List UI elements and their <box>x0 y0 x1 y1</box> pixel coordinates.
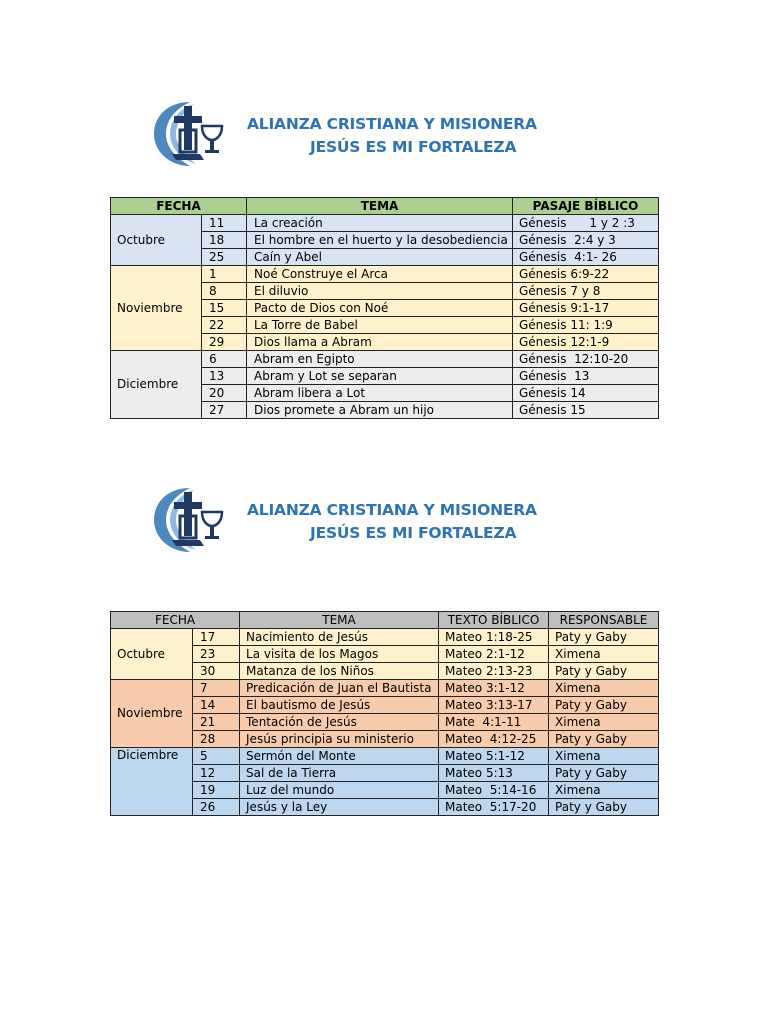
header-pasaje: PASAJE BÍBLICO <box>513 198 659 215</box>
texto-cell: Mateo 5:1-12 <box>439 748 549 765</box>
header-fecha: FECHA <box>111 612 240 629</box>
day-cell: 11 <box>202 215 247 232</box>
pasaje-cell: Génesis 14 <box>513 385 659 402</box>
header-block-1 <box>0 100 768 180</box>
day-cell: 27 <box>202 402 247 419</box>
responsable-cell: Paty y Gaby <box>549 765 659 782</box>
responsable-cell: Ximena <box>549 714 659 731</box>
table-row <box>111 697 659 714</box>
tema-cell: Jesús y la Ley <box>240 799 439 816</box>
table-row <box>111 731 659 748</box>
tema-cell: Sermón del Monte <box>240 748 439 765</box>
day-cell: 25 <box>202 249 247 266</box>
table-row <box>111 799 659 816</box>
day-cell: 6 <box>202 351 247 368</box>
table-row <box>111 629 659 646</box>
table-header-row <box>111 612 659 629</box>
day-cell: 30 <box>193 663 240 680</box>
texto-cell: Mateo 2:1-12 <box>439 646 549 663</box>
day-cell: 29 <box>202 334 247 351</box>
church-logo-icon <box>150 100 226 168</box>
tema-cell: Dios llama a Abram <box>247 334 513 351</box>
header-responsable: RESPONSABLE <box>549 612 659 629</box>
day-cell: 22 <box>202 317 247 334</box>
schedule-table-1 <box>110 197 659 419</box>
day-cell: 15 <box>202 300 247 317</box>
table-row <box>111 663 659 680</box>
texto-cell: Mateo 3:1-12 <box>439 680 549 697</box>
tema-cell: Abram y Lot se separan <box>247 368 513 385</box>
tema-cell: Matanza de los Niños <box>240 663 439 680</box>
pasaje-cell: Génesis 2:4 y 3 <box>513 232 659 249</box>
month-cell: Noviembre <box>111 680 193 748</box>
day-cell: 12 <box>193 765 240 782</box>
pasaje-cell: Génesis 1 y 2 :3 <box>513 215 659 232</box>
month-cell: Diciembre <box>111 351 202 419</box>
tema-cell: Nacimiento de Jesús <box>240 629 439 646</box>
responsable-cell: Ximena <box>549 680 659 697</box>
tema-cell: Pacto de Dios con Noé <box>247 300 513 317</box>
header-tema: TEMA <box>240 612 439 629</box>
table-row <box>111 680 659 697</box>
texto-cell: Mateo 2:13-23 <box>439 663 549 680</box>
tema-cell: La creación <box>247 215 513 232</box>
tema-cell: Abram libera a Lot <box>247 385 513 402</box>
pasaje-cell: Génesis 11: 1:9 <box>513 317 659 334</box>
texto-cell: Mate 4:1-11 <box>439 714 549 731</box>
month-cell: Diciembre <box>111 748 193 816</box>
day-cell: 19 <box>193 782 240 799</box>
tema-cell: Tentación de Jesús <box>240 714 439 731</box>
tema-cell: Abram en Egipto <box>247 351 513 368</box>
tema-cell: Sal de la Tierra <box>240 765 439 782</box>
org-name: ALIANZA CRISTIANA Y MISIONERA <box>247 501 537 519</box>
table-row <box>111 748 659 765</box>
tema-cell: El hombre en el huerto y la desobediencia <box>247 232 513 249</box>
church-name: JESÚS ES MI FORTALEZA <box>310 138 517 156</box>
day-cell: 7 <box>193 680 240 697</box>
table-row <box>111 765 659 782</box>
day-cell: 17 <box>193 629 240 646</box>
texto-cell: Mateo 4:12-25 <box>439 731 549 748</box>
month-cell: Octubre <box>111 215 202 266</box>
tema-cell: Jesús principia su ministerio <box>240 731 439 748</box>
table-row <box>111 782 659 799</box>
tema-cell: Dios promete a Abram un hijo <box>247 402 513 419</box>
tema-cell: La visita de los Magos <box>240 646 439 663</box>
texto-cell: Mateo 1:18-25 <box>439 629 549 646</box>
header-block-2 <box>0 486 768 566</box>
responsable-cell: Ximena <box>549 748 659 765</box>
table-header-row <box>111 198 659 215</box>
table-row <box>111 646 659 663</box>
day-cell: 13 <box>202 368 247 385</box>
church-name: JESÚS ES MI FORTALEZA <box>310 524 517 542</box>
header-tema: TEMA <box>247 198 513 215</box>
day-cell: 14 <box>193 697 240 714</box>
church-logo-icon <box>150 486 226 554</box>
texto-cell: Mateo 5:17-20 <box>439 799 549 816</box>
texto-cell: Mateo 3:13-17 <box>439 697 549 714</box>
pasaje-cell: Génesis 13 <box>513 368 659 385</box>
org-name: ALIANZA CRISTIANA Y MISIONERA <box>247 115 537 133</box>
tema-cell: Luz del mundo <box>240 782 439 799</box>
responsable-cell: Ximena <box>549 646 659 663</box>
tema-cell: El diluvio <box>247 283 513 300</box>
pasaje-cell: Génesis 15 <box>513 402 659 419</box>
tema-cell: Caín y Abel <box>247 249 513 266</box>
responsable-cell: Paty y Gaby <box>549 629 659 646</box>
pasaje-cell: Génesis 7 y 8 <box>513 283 659 300</box>
month-cell: Octubre <box>111 629 193 680</box>
tema-cell: Noé Construye el Arca <box>247 266 513 283</box>
day-cell: 5 <box>193 748 240 765</box>
day-cell: 20 <box>202 385 247 402</box>
day-cell: 26 <box>193 799 240 816</box>
responsable-cell: Paty y Gaby <box>549 731 659 748</box>
schedule-table-2 <box>110 611 659 816</box>
tema-cell: Predicación de Juan el Bautista <box>240 680 439 697</box>
table-row <box>111 351 659 368</box>
pasaje-cell: Génesis 12:1-9 <box>513 334 659 351</box>
day-cell: 23 <box>193 646 240 663</box>
table-row <box>111 215 659 232</box>
table-row <box>111 266 659 283</box>
tema-cell: El bautismo de Jesús <box>240 697 439 714</box>
table-row <box>111 714 659 731</box>
responsable-cell: Paty y Gaby <box>549 663 659 680</box>
tema-cell: La Torre de Babel <box>247 317 513 334</box>
pasaje-cell: Génesis 12:10-20 <box>513 351 659 368</box>
day-cell: 1 <box>202 266 247 283</box>
responsable-cell: Paty y Gaby <box>549 799 659 816</box>
pasaje-cell: Génesis 4:1- 26 <box>513 249 659 266</box>
texto-cell: Mateo 5:13 <box>439 765 549 782</box>
responsable-cell: Ximena <box>549 782 659 799</box>
month-cell: Noviembre <box>111 266 202 351</box>
header-texto: TEXTO BÍBLICO <box>439 612 549 629</box>
texto-cell: Mateo 5:14-16 <box>439 782 549 799</box>
day-cell: 8 <box>202 283 247 300</box>
responsable-cell: Paty y Gaby <box>549 697 659 714</box>
header-fecha: FECHA <box>111 198 247 215</box>
pasaje-cell: Génesis 6:9-22 <box>513 266 659 283</box>
day-cell: 18 <box>202 232 247 249</box>
day-cell: 28 <box>193 731 240 748</box>
day-cell: 21 <box>193 714 240 731</box>
pasaje-cell: Génesis 9:1-17 <box>513 300 659 317</box>
